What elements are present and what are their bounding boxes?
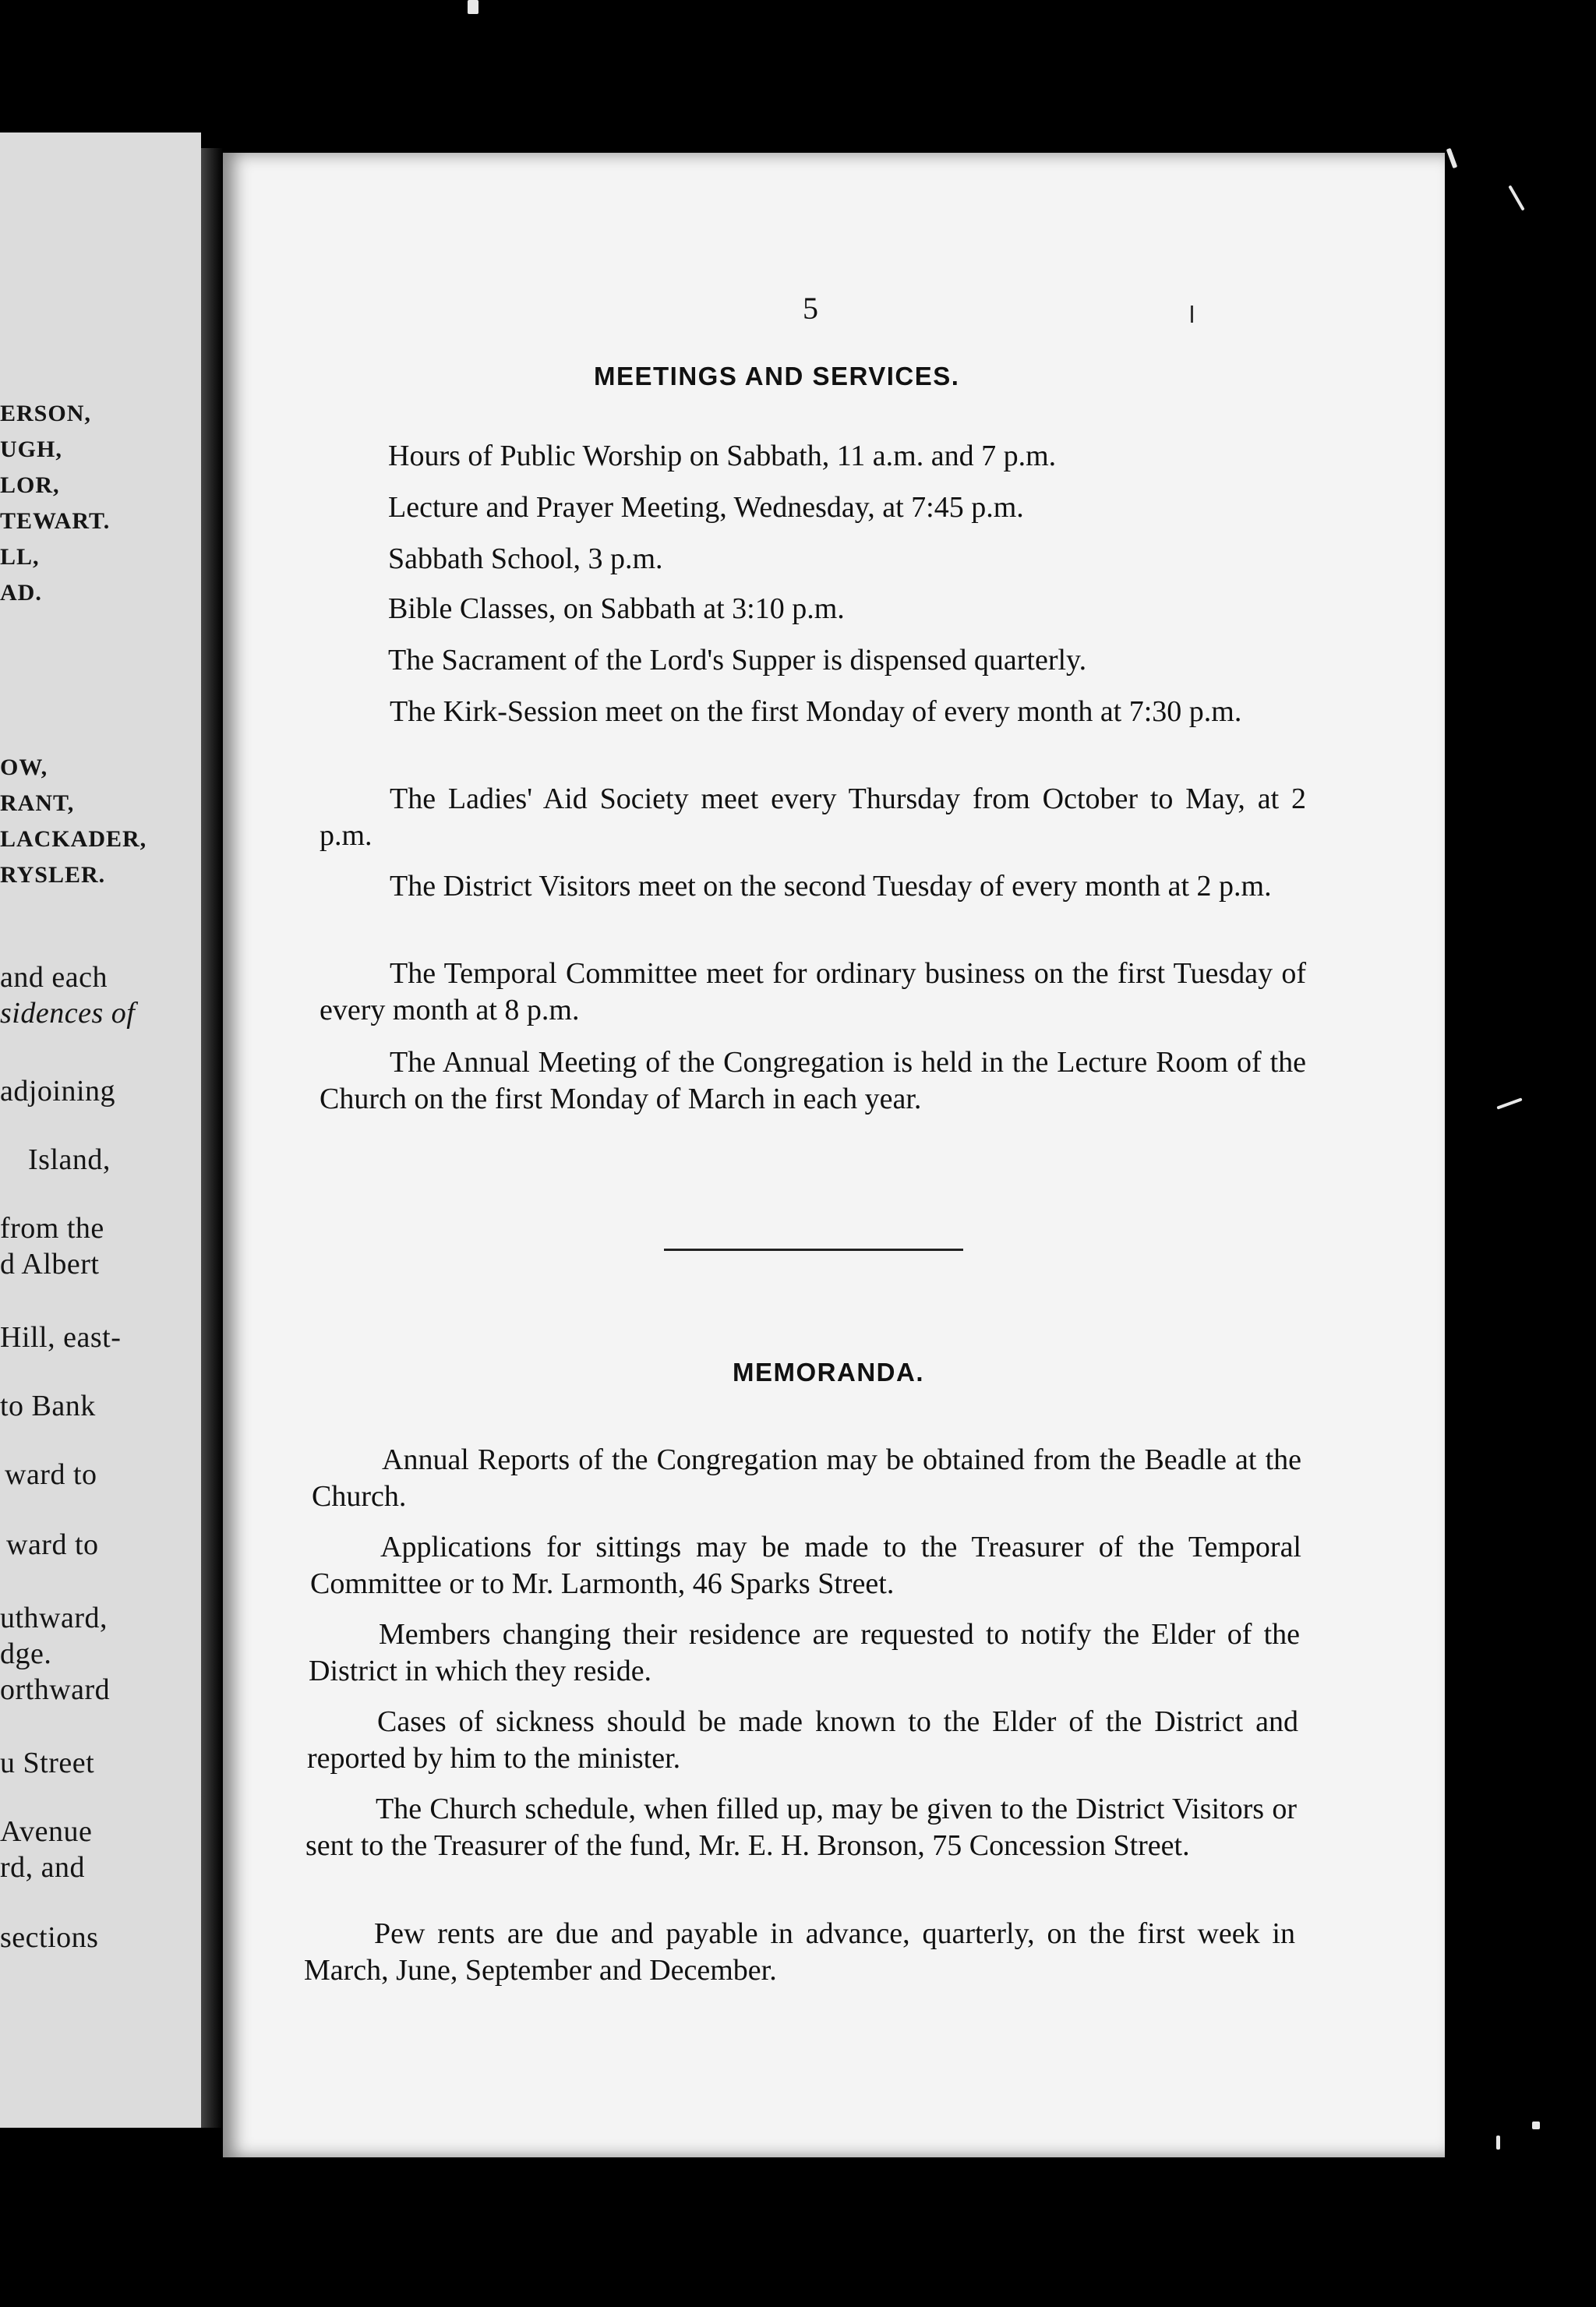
- meetings-item: Sabbath School, 3 p.m.: [388, 542, 663, 575]
- meetings-item: Bible Classes, on Sabbath at 3:10 p.m.: [388, 592, 845, 625]
- left-page-line: ward to: [6, 1528, 99, 1561]
- left-page-line: d Albert: [0, 1248, 100, 1281]
- left-page-line: sidences of: [0, 997, 136, 1030]
- left-page-line: AD.: [0, 580, 42, 606]
- dust-speck: [1532, 2122, 1540, 2129]
- left-page-line: RANT,: [0, 790, 75, 816]
- left-page-line: TEWART.: [0, 508, 111, 534]
- left-page-line: OW,: [0, 754, 48, 780]
- memoranda-item: Cases of sickness should be made known to the Elder of the District and reported by him to the minister.: [307, 1705, 1298, 1775]
- meetings-heading: MEETINGS AND SERVICES.: [594, 362, 960, 390]
- left-page-line: Hill, east-: [0, 1321, 122, 1354]
- page-number: 5: [803, 291, 818, 326]
- dust-speck: [1446, 148, 1458, 168]
- left-page-line: rd, and: [0, 1851, 86, 1884]
- left-page-line: adjoining: [0, 1075, 116, 1108]
- meetings-item: The Annual Meeting of the Congregation is held in the Lecture Room of the Church on the first Monday of March in each year.: [320, 1046, 1306, 1115]
- dust-speck: [1508, 185, 1524, 210]
- memoranda-item: Applications for sittings may be made to the Treasurer of the Temporal Committee or to Mr. Larmonth, 46 Sparks Street.: [310, 1531, 1301, 1600]
- meetings-item: Hours of Public Worship on Sabbath, 11 a.m. and 7 p.m.: [388, 440, 1057, 472]
- left-page-line: UGH,: [0, 436, 62, 462]
- dust-speck: [468, 0, 478, 14]
- left-page-line: LL,: [0, 544, 40, 570]
- left-page-line: LACKADER,: [0, 826, 147, 852]
- left-page-line: Island,: [28, 1143, 111, 1176]
- right-page: [223, 153, 1445, 2157]
- left-page-line: u Street: [0, 1747, 95, 1779]
- section-divider: [664, 1249, 963, 1251]
- book-spine: [201, 148, 223, 2128]
- dust-speck: [1496, 2136, 1500, 2150]
- left-page-line: RYSLER.: [0, 862, 106, 888]
- meetings-item: The Kirk-Session meet on the first Monday of every month at 7:30 p.m.: [390, 695, 1242, 728]
- memoranda-item: Pew rents are due and payable in advance, quarterly, on the first week in March, June, September and December.: [304, 1917, 1295, 1987]
- left-page-line: to Bank: [0, 1390, 96, 1422]
- meetings-item: Lecture and Prayer Meeting, Wednesday, at 7:45 p.m.: [388, 491, 1024, 524]
- left-page-line: orthward: [0, 1673, 111, 1706]
- meetings-item: The Sacrament of the Lord's Supper is dispensed quarterly.: [388, 644, 1087, 677]
- left-page-fragment: [0, 132, 201, 2128]
- left-page-line: LOR,: [0, 472, 60, 498]
- left-page-line: ERSON,: [0, 401, 91, 426]
- meetings-item: The Ladies' Aid Society meet every Thursday from October to May, at 2 p.m.: [320, 783, 1306, 852]
- left-page-line: from the: [0, 1212, 104, 1245]
- meetings-item: The District Visitors meet on the second Tuesday of every month at 2 p.m.: [390, 870, 1272, 903]
- left-page-line: and each: [0, 961, 108, 994]
- left-page-line: uthward,: [0, 1602, 108, 1634]
- left-page-line: dge.: [0, 1638, 52, 1670]
- memoranda-item: Annual Reports of the Congregation may be obtained from the Beadle at the Church.: [312, 1443, 1301, 1513]
- memoranda-heading: MEMORANDA.: [733, 1358, 924, 1387]
- page-mark: [1191, 306, 1193, 323]
- memoranda-item: The Church schedule, when filled up, may be given to the District Visitors or sent to the Treasurer of the fund, Mr. E. H. Bronson, 75 Concession Street.: [305, 1793, 1297, 1862]
- left-page-line: sections: [0, 1921, 99, 1954]
- memoranda-item: Members changing their residence are requested to notify the Elder of the District in which they reside.: [309, 1618, 1300, 1687]
- left-page-line: ward to: [5, 1458, 97, 1491]
- meetings-item: The Temporal Committee meet for ordinary business on the first Tuesday of every month at 8 p.m.: [320, 957, 1306, 1026]
- left-page-line: Avenue: [0, 1815, 93, 1848]
- dust-speck: [1496, 1097, 1522, 1109]
